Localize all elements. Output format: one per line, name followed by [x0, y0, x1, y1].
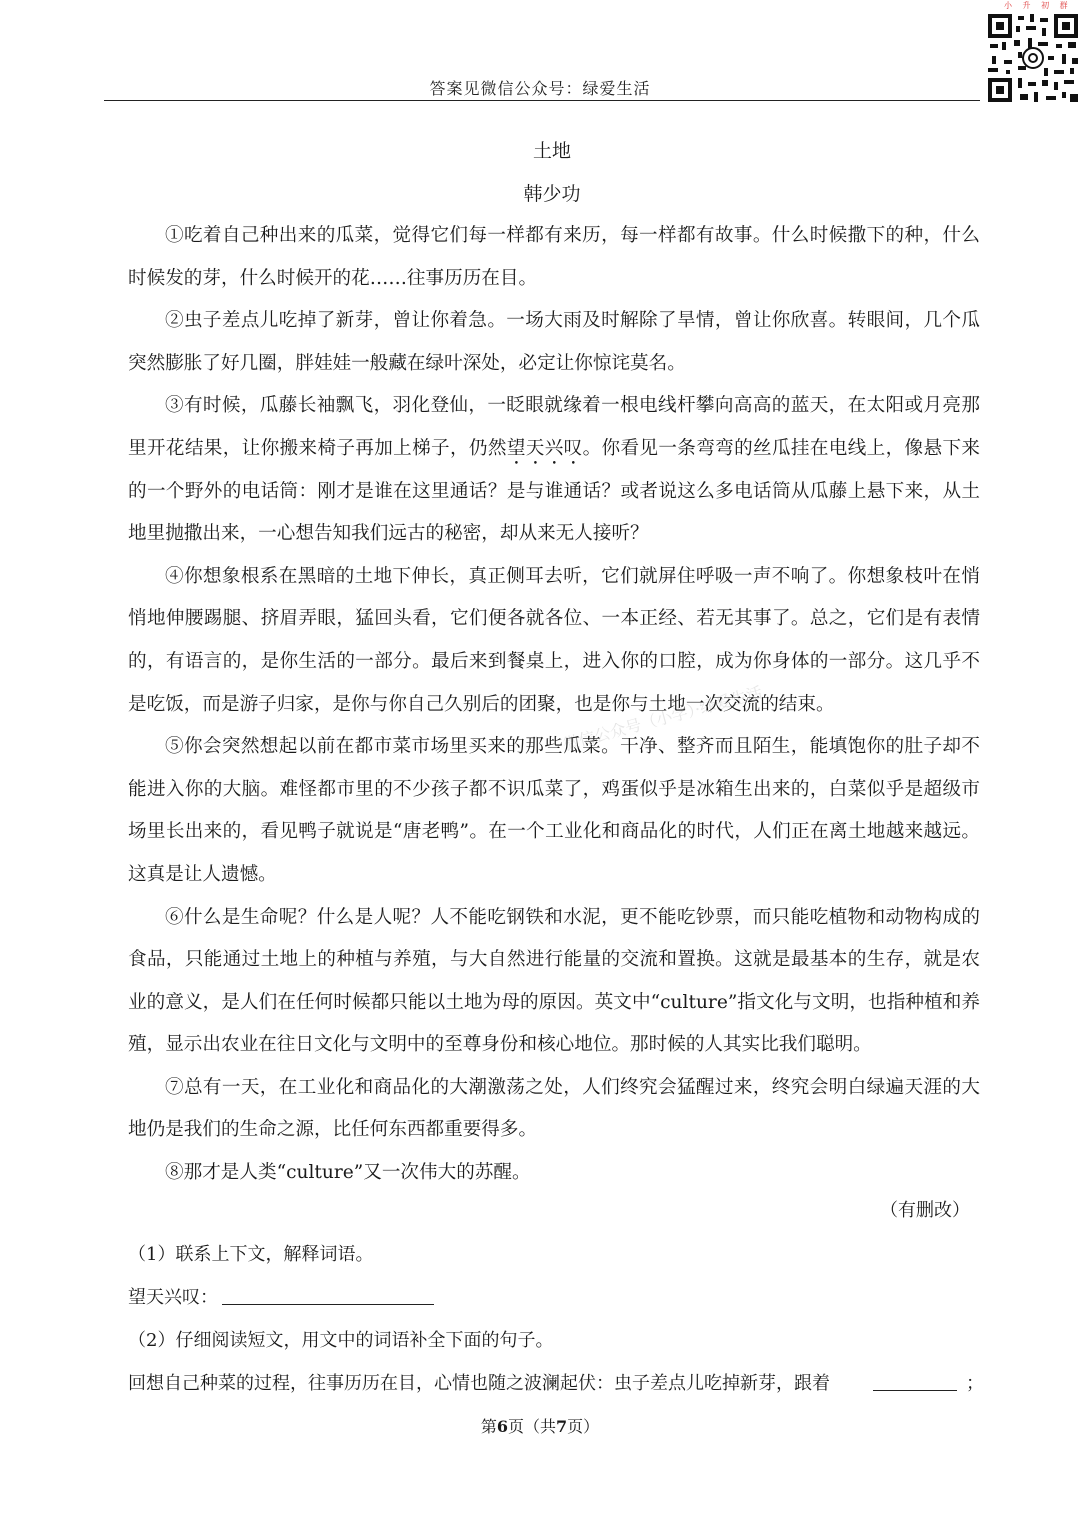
question-1-prompt: （1）联系上下文，解释词语。 [128, 1244, 374, 1265]
footer-suffix: 页） [567, 1417, 600, 1436]
paragraph-4: ④你想象根系在黑暗的土地下伸长，真正侧耳去听，它们就屏住呼吸一声不响了。你想象枝叶在悄悄地伸腰踢腿、挤眉弄眼，猛回头看，它们便各就各位、一本正经、若无其事了。总之，它们是有表情的，有语言的，是你生活的一部分。最后来到餐桌上，进入你的口腔，成为你身体的一部分。这几乎不是吃饭，而是游子归家，是你与你自己久别后的团聚，也是你与土地一次交流的结束。 [128, 565, 980, 715]
footer-prefix: 第 [480, 1417, 497, 1436]
article-author: 韩少功 [523, 183, 581, 205]
paragraph-6: ⑥什么是生命呢？什么是人呢？人不能吃钢铁和水泥，更不能吃钞票，而只能吃植物和动物构成的食品，只能通过土地上的种植与养殖，与大自然进行能量的交流和置换。这就是最基本的生存，就是农业的意义，是人们在任何时候都只能以土地为母的原因。英文中“culture”指文化与文明，也指种植和养殖，显示出农业在往日文化与文明中的至尊身份和核心地位。那时候的人其实比我们聪明。 [128, 906, 980, 1056]
source-note: （有删改） [880, 1200, 970, 1221]
question-2-sentence: 回想自己种菜的过程，往事历历在目，心情也随之波澜起伏：虫子差点儿吃掉新芽，跟着 [128, 1373, 830, 1394]
watermark: 微信公众号（小学）·绿爱生活 [561, 682, 765, 755]
qr-caption: 小 升 初 群 [1004, 1, 1072, 10]
footer-mid: 页（共 [507, 1417, 556, 1436]
answer-blank-1[interactable] [222, 1304, 434, 1305]
paragraph-7: ⑦总有一天，在工业化和商品化的大潮激荡之处，人们终究会猛醒过来，终究会明白绿遍天涯的大地仍是我们的生命之源，比任何东西都重要得多。 [128, 1076, 980, 1141]
paragraph-3-part-a: ③有时候，瓜藤长袖飘飞，羽化登仙，一眨眼就缘着一根电线杆攀向高高的蓝天，在太阳或月亮那里开花结果，让你搬来椅子再加上梯子，仍然 [128, 395, 980, 459]
page-footer [0, 1414, 1080, 1437]
emphasized-phrase: 望天兴叹 [506, 437, 583, 459]
page-number: 6 [496, 1417, 508, 1436]
question-1-item: 望天兴叹： [128, 1287, 218, 1308]
answer-blank-2[interactable] [873, 1390, 957, 1391]
paragraph-2: ②虫子差点儿吃掉了新芽，曾让你着急。一场大雨及时解除了旱情，曾让你欣喜。转眼间，几个瓜突然膨胀了好几圈，胖娃娃一般藏在绿叶深处，必定让你惊诧莫名。 [128, 310, 980, 374]
article-title: 土地 [532, 140, 571, 162]
question-2-end: ； [966, 1373, 984, 1394]
total-pages: 7 [556, 1417, 568, 1436]
paragraph-5: ⑤你会突然想起以前在都市菜市场里买来的那些瓜菜。干净、整齐而且陌生，能填饱你的肚子却不能进入你的大脑。难怪都市里的不少孩子都不识瓜菜了，鸡蛋似乎是冰箱生出来的，白菜似乎是超级市场里长出来的，看见鸭子就说是“唐老鸭”。在一个工业化和商品化的时代，人们正在离土地越来越远。这真是让人遗憾。 [128, 736, 980, 885]
question-2-prompt: （2）仔细阅读短文，用文中的词语补全下面的句子。 [128, 1330, 554, 1351]
paragraph-3-part-b: 。你看见一条弯弯的丝瓜挂在电线上，像悬下来的一个野外的电话筒：刚才是谁在这里通话？是与谁通话？或者说这么多电话筒从瓜藤上悬下来，从土地里抛撒出来，一心想告知我们远古的秘密，却从来无人接听？ [128, 437, 980, 545]
paragraph-3 [128, 385, 980, 555]
article-body [128, 215, 980, 1195]
header-text: 答案见微信公众号：绿爱生活 [429, 79, 651, 98]
header-divider [104, 100, 980, 101]
paragraph-8: ⑧那才是人类“culture”又一次伟大的苏醒。 [165, 1162, 531, 1184]
paragraph-1: ①吃着自己种出来的瓜菜，觉得它们每一样都有来历，每一样都有故事。什么时候撒下的种，什么时候发的芽，什么时候开的花……往事历历在目。 [128, 225, 980, 289]
